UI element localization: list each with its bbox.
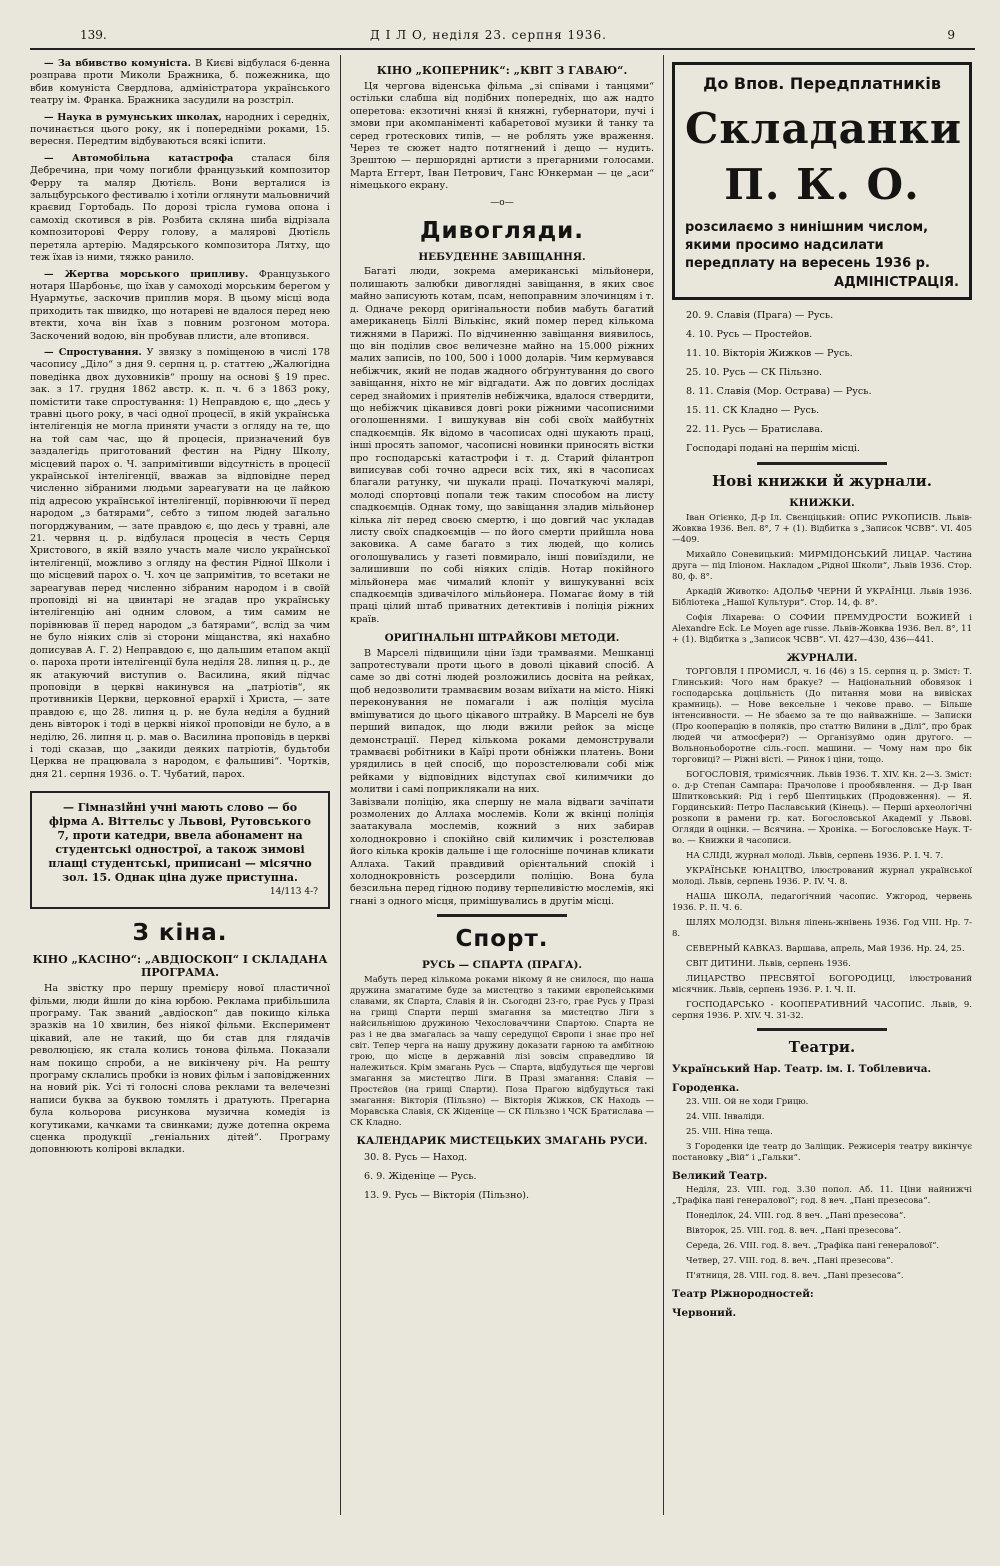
match-item: 4. 10. Русь — Простейов. [686, 329, 813, 341]
theatre-show: П'ятниця, 28. VIII. год. 8. веч. „Пані презесова“. [686, 1271, 904, 1282]
subscription-notice [672, 62, 972, 300]
advertisement-box [30, 791, 330, 909]
book-item: Софія Ліхарева: О СОФИИ ПРЕМУДРОСТИ БОЖИЕЙ і Alexandre Eck. Le Moyen age russe. Львів-Жовква 1936. Вел. 8°, 11 + (1). Відбитка з „Записок ЧСВВ“. VI. 427—430, 436—441. [672, 612, 972, 645]
journal-item: ЛИЦАРСТВО ПРЕСВЯТОЇ БОГОРОДИЦІ, ілюстрований місячник. Львів, серпень 1936. Р. І. Ч. II. [672, 974, 972, 996]
match-item: 25. 10. Русь — СК Пільзно. [686, 367, 823, 379]
curiosities-article-2: В Марселі підвищили ціни їзди трамваями. Мешканці запротестували проти цього в доволі цікавий спосіб. А саме зо дві сотні людей розложились досвіта на рейках, щоб недозволити трамваєвим возам виїхати на місто. Ніякі переконування не помагали і аж поліція мусіла вмішуватися до цього цікавого штрайку. В Марселі не був перший випадок, що люди вжили рейок за місце демонстрації. Перед кількома роками демонстрували трамваєві робітники в Каїрі проти обніжки платень. Вони урядились в цей спосіб, що порозстелювали собі між рейками у відповідних відступах свої килимчики до молитви і самі поприклякали на них. Завізвали поліцію, яка спершу не мала відваги зачіпати розмолених до Аллаха мослемів. Коли ж вкінці поліція заатакувала мослемів, кожний з них забирав холоднокровно і спокійно свій килимчик і розстелював його кілька кроків дальше і ще голосніше починав кликати Аллаха. Такий правдивий орієнтальний спокій і холоднокровність розсердили поліцію. Вона була безсильна перед гідною подиву терпеливістю мослемів, які гнані з одного місця, примішувались в другім місці. [350, 647, 654, 907]
advertisement-ref: 14/113 4-? [269, 887, 318, 898]
notice-body: розсилаємо з нинішним числом, якими просимо надсилати передплату на вересень 1936 р. [685, 220, 930, 271]
notice-signature: АДМІНІСТРАЦІЯ. [834, 275, 959, 290]
cinema-section-title: З кіна. [132, 920, 228, 947]
correction: — Спростування. У звязку з поміщеною в числі 178 часопису „Діло“ з дня 9. серпня ц. р. статтею „Жалюгідна поведінка двох духовників“ прошу на основі § 19 прес. зак. з 17. грудня 1862 австр. к. п. ч. 6 з 1863 року, помістити таке спростування: 1) Неправдою є, що „десь у травні цього року, в часі одної процесії, в якій українська інтелігенція не могла приняти участи з огляду на те, що на той сам час, що й процесія, призначений був заздалегідь приготований фестин на Рідну Школу, місцевий парох о. Ч. запримітивши відсутність в процесії української інтелігенції, вважав за відповідне перед численно зібраними людьми зареагувати на це лайкою під адресою української інтелігенції, порівнюючи її перед народом „з батярами“, себто з типом людей загально погорджуваним, — зате правдою є, що десь у травні, але 21. червня ц. р. відбулася процесія в честь Серця Христового, в якій взяло участь мале число української інтелігенції, можливо з огляду на фестин Рідної Школи і що місцевий парох о. Ч. хоч це запримітив, то всетаки не зареагував перед численно зібраним народом і в своїй проповіді ні на цвинтарі не згадав про українську інтелігенцію ані одним словом, а тим самим не порівнював її перед народом „з батярами“, вслід за чим не було ніяких слів зі сторони міщанства, які нахабно дописував А. Г. 2) Неправдою є, що дальшим етапом акції о. пароха проти інтелігенції була неділя 28. липня ц. р., де як атакуючий виступив о. Василина, який підчас проповіди в церкві накинувся на „патріотів“, як противників Церкви, церковної ерархії і Христа, — зате правдою є, що 28. липня ц. р. не була неділя а будний день вівторок і тоді в церкві ніякої проповіди не було, а в неділю, 26. липня ц. р. мав о. Василина проповідь в церкві і тоді сказав, що „закиди деяких патріотів, будьтоби Церква не працювала з народом, є фальшиві“. Чортків, дня 21. серпня 1936. о. Т. Чубатий, парох. [30, 346, 330, 780]
theatre-heading: Український Нар. Театр. ім. І. Тобілевича. [672, 1063, 932, 1076]
match-item: 11. 10. Вікторія Жижков — Русь. [686, 348, 853, 360]
books-heading: КНИЖКИ. [789, 497, 855, 510]
match-item: 20. 9. Славія (Прага) — Русь. [686, 310, 834, 322]
books-title: Нові книжки й журнали. [712, 472, 932, 491]
curiosities-title: Дивогляди. [419, 218, 584, 245]
calendar-item: 6. 9. Жіденіце — Русь. [364, 1171, 477, 1182]
section-bar [757, 1028, 887, 1031]
page-number: 139. [80, 28, 107, 42]
column-1 [30, 58, 330, 1520]
theatre-title: Театри. [788, 1038, 856, 1057]
kino-heading: КІНО „КОПЕРНИК“: „КВІТ З ГАВАЮ“. [376, 64, 628, 77]
section-bar [757, 462, 887, 465]
news-item: — Наука в румунських школах, народних і середніх, починається цього року, як і попередніми роками, 15. вересня. Передтим відбуваються всякі іспити. [30, 111, 330, 148]
calendar-item: 30. 8. Русь — Наход. [364, 1152, 468, 1163]
journal-item: ТОРГОВЛЯ І ПРОМИСЛ, ч. 16 (46) з 15. серпня ц. р. Зміст: Т. Глинський: Чого нам бракує? — Національний обовязок і господарська доцільність (До питання мови на вивісках крамниць). — Нове вексельне і чекове право. — Більше інтенсивности. — Не збаємо за те що найважніше. — Записки (Про кооперацію в поляків, про статтю Вилини в „Ділі“, про брак людей чи атмосфери?) — Організуймо один другого. — Вольноньоборотне сіль.-госп. машини. — Чому нам про бік торговиці? — Ріжні вісті. — Ринок і ціни, тощо. [672, 667, 972, 766]
calendar-heading: КАЛЕНДАРИК МИСТЕЦЬКИХ ЗМАГАНЬ РУСИ. [356, 1134, 648, 1147]
sport-article: Мабуть перед кількома роками нікому й не снилося, що наша дружина змагатиме буде за мистецтво з такими європейськими славами, як Спарта, Славія й ін. Сьогодні 23-го, грає Русь у Празі на грищі Спарти перші змагання за мистецтво Ліги з найсильнішою дружиною Чехословаччини Спартою. Спарта не раз і не два змагалась за чашу середущої Європи і знає про неї світ. Тепер черга на нашу дружину доказати гарною та амбітною грою, що місце в державній лізі зовсім справедливо їй належиться. Крім змагань Русь — Спарта, відбудуться ще чергові змагання за мистецтво Ліги. В Празі змагання: Славія — Простєйов (на грищі Спарти). Поза Прагою відбудуться такі змагання: Вікторія (Пільзно) — Вікторія Жіжков, СК Находь — Моравська Славія, СК Жіденіце — СК Пільзно і ЧСК Братислава — СК Кладно. [350, 974, 654, 1128]
news-item: — Жертва морського припливу. Французького нотаря Шарбоньє, що їхав у самоході морським берегом у Нуармутьє, заскочив приплив моря. В цьому місці вода приходить так швидко, що нотареві не вдалося перед нею втекти, хоча він їхав з повним розгоном мотора. Заскочений водою, він пробував плисти, але втопився. [30, 268, 330, 342]
calendar-item: 13. 9. Русь — Вікторія (Пільзно). [364, 1190, 530, 1201]
book-item: Михайло Соневицький: МИРМІДОНСЬКИЙ ЛИЦАР. Частина друга — під Іліоном. Накладом „Рідної Школи“, Львів 1936. Стор. 80, ф. 8°. [672, 549, 972, 582]
cinema-article: На звістку про першу премієру нової пластичної фільми, люди йшли до кіна юрбою. Реклама прибільшила програму. Так званий „авдіоскоп“ дав покищо кілька зразків на 10 хвилин, без ніякої фільми. Експеримент цікавий, але не такий, що би став для глядачів революцією, як стала колись тонова фільма. Показали нам покищо спроби, а не викінчену річ. На решту програму склались пробки із нових фільм і заповідженних на новий рік. Усі ті голосні слова реклами та велечезні написи буква за буквою томлять і дратують. Прегарна була кольорова рисункова музична комедія із когутиками, качками та свинками; дуже дотепна окрема сценка продукції „геніальних дітей“. Програму доповнюють колірові вкладки. [30, 983, 330, 1156]
match-item: 8. 11. Славія (Мор. Острава) — Русь. [686, 386, 872, 398]
match-list [672, 308, 972, 456]
theatre-other-2: Червоний. [672, 1306, 737, 1319]
column-3 [672, 58, 972, 1520]
news-item: — Автомобільна катастрофа сталася біля Дебречина, при чому погибли французький композитор Ферру та маляр Дютієль. Вони верталися із зальцбурського фестивалю і хотіли оглянути мальовничий краєвид Гортобадь. По дорозі трісла гумова опона і самохід скотився в рів. Розбита скляна шиба відрізала композиторові Ферру голову, а малярові Дютієль перетяла артерію. Мадярського композитора Лятху, що теж їхав із ними, тяжко ранило. [30, 152, 330, 264]
sport-title: Спорт. [455, 926, 549, 953]
theatre-show: Вівторок, 25. VIII. год. 8. веч. „Пані презесова“. [686, 1226, 902, 1237]
column-divider [340, 55, 341, 1515]
theatre-show: 23. VIII. Ой не ходи Грицю. [686, 1097, 809, 1108]
match-item: 15. 11. СК Кладно — Русь. [686, 405, 820, 417]
theatre-show: Неділя, 23. VIII. год. 3.30 попол. Аб. 11. Ціни найнижчі „Трафіка пані генералової“; год. 8 веч. „Пані презесова“. [672, 1185, 972, 1207]
journal-item: БОГОСЛОВІЯ, тримісячник. Львів 1936. Т. XIV. Кн. 2—3. Зміст: о. д-р Степан Сампара: Прачолове і прообявлення. — Д-р Іван Шпитковський: Рід і герб Шептицьких (Продовження). — Я. Гординський: Петро Паславський (Кінець). — Перші археологічні розкопи в рамени гр. кат. Богословської Академії у Львові. Огляди й оцінки. — Всячина. — Хроніка. — Богословське Наук. Т-во. — Книжки й часописи. [672, 770, 972, 847]
news-item: — За вбивство комуніста. В Києві відбулася 6-денна розправа проти Миколи Бражника, б. пожежника, що вбив комуніста Свердлова, адміністратора українського театру ім. Франка. Бражника засудили на розстріл. [30, 58, 330, 107]
theatre-show: 25. VIII. Ніна теща. [686, 1127, 773, 1138]
curiosities-heading-1: НЕБУДЕННЕ ЗАВІЩАННЯ. [418, 251, 586, 264]
kino-article: Ця чергова віденська фільма „зі співами і танцями“ остільки слабша від подібних попередніх, що аж надто оперетова: екзотичні князі й княжні, губернатори, пучі і змови при акомпаніменті кабаретової музики й танку та серед гротескових типів, — не роблять уже враження. Через те сюжет надто потягнений і дещо — нудить. Зрештою — першорядні артисти з прегарними голосами. Марта Еггерт, Іван Петрович, Ганс Юнкерман — це „аси“ німецького екрану. [350, 81, 654, 192]
cinema-heading: КІНО „КАСІНО“: „АВДІОСКОП“ І СКЛАДАНА ПРОГРАМА. [32, 953, 328, 980]
theatre-section [672, 1037, 972, 1319]
journal-item: ШЛЯХ МОЛОДЗІ. Вільня ліпень-жнівень 1936. Год VIII. Нр. 7-8. [672, 918, 972, 940]
theatre-show: Середа, 26. VIII. год. 8. веч. „Трафіка пані генералової“. [686, 1241, 940, 1252]
book-item: Іван Огієнко, Д-р Іл. Свєнціцький: ОПИС РУКОПИСІВ. Львів-Жовква 1936. Вел. 8°, 7 + (1). Відбитка з „Записок ЧСВВ“. VI. 405—409. [672, 512, 972, 545]
match-item: 22. 11. Русь — Братислава. [686, 424, 823, 436]
notice-title: Складанки П. К. О. [685, 104, 963, 209]
advertisement-text: — Гімназійні учні мають слово — бо фірма А. Віттельс у Львові, Рутовського 7, проти катедри, ввела абонамент на студентські однострої, а також зимові плащі студентські, приписані — місячно зол. 15. Однак ціна дуже приступна. [48, 801, 312, 885]
separator: —о— [490, 197, 514, 208]
section-bar [437, 914, 567, 917]
calendar-list [350, 1150, 654, 1203]
curiosities-heading-2: ОРИҐІНАЛЬНІ ШТРАЙКОВІ МЕТОДИ. [384, 632, 620, 645]
theatre-show: 24. VIII. Інваліди. [686, 1112, 765, 1123]
top-rule [30, 48, 975, 50]
journal-item: НАША ШКОЛА, педагогічний часопис. Ужгород, червень 1936. Р. II. Ч. 6. [672, 892, 972, 914]
book-item: Аркадій Животко: АДОЛЬФ ЧЕРНИ Й УКРАЇНЦІ. Львів 1936. Бібліотека „Нашої Культури“. Стор. 14, ф. 8°. [672, 586, 972, 608]
side-number: 9 [947, 28, 955, 42]
journal-item: ГОСПОДАРСЬКО - КООПЕРАТИВНИЙ ЧАСОПИС. Львів, 9. серпня 1936. Р. XIV. Ч. 31-32. [672, 1000, 972, 1022]
theatre-show: Понеділок, 24. VIII. год. 8 веч. „Пані презесова“. [686, 1211, 906, 1222]
column-divider [663, 55, 664, 1515]
theatre-city: Великий Театр. [672, 1170, 768, 1183]
notice-heading: До Впов. Передплатників [703, 74, 941, 93]
theatre-city: Городенка. [672, 1081, 740, 1094]
masthead [70, 24, 975, 46]
sport-heading: РУСЬ — СПАРТА (ПРАГА). [421, 959, 583, 972]
theatre-note: З Городенки іде театр до Заліщик. Режисерія театру викінчує постановку „Вій“ і „Гальки“. [672, 1142, 972, 1164]
journal-item: СЕВЕРНЫЙ КАВКАЗ. Варшава, апрель, Май 1936. Нр. 24, 25. [686, 944, 965, 955]
journal-item: НА СЛІДІ, журнал молоді. Львів, серпень 1936. Р. І. Ч. 7. [686, 851, 944, 862]
journal-item: СВІТ ДИТИНИ. Львів, серпень 1936. [686, 959, 851, 970]
theatre-other: Театр Ріжнородностей: [672, 1288, 814, 1301]
column-2 [350, 58, 654, 1520]
match-note: Господарі подані на першім місці. [686, 443, 860, 455]
curiosities-article-1: Багаті люди, зокрема американські мільйонери, полишають залюбки дивоглядні завіщання, в яких своє майно записують котам, псам, непоправним злочинцям і т. д. Одначе рекорд оригінальности побив мабуть багатий американець Біллі Вількінс, який помер перед кількома тижнями в Парижі. По відчиненню завіщання виявилось, що він поділив своє величезне майно на 15.000 ріжних малих записів, по 100, 500 і 1000 доларів. Чим кермувався небіжчик, який не подав жадного обґрунтування до свого завіщання, ніхто не міг відгадати. Аж по довгих дослідах серед знайомих і приятелів небіжчика, вдалося ствердити, що небіжчик цікавився довгі роки ріжними часописними оголошеннями. І вишукував він собі своїх майбутніх спадкоємців. Як відомо в часописах одні шукають праці, інші просять запомог, часописні новинки приносять вістки про господарські катастрофи і т. д. Старий філантроп виписував собі точно адреси всіх тих, які в часописах благали ратунку, чи шукали праці. Початкуючі малярі, молоді спортовці попали теж таким способом на листу спадкоємців. Однак тому, що завіщання зладив мільйонер кілька літ перед своєю смертю, і що довгий час укладав листу своїх спадкоємців — по його смерти прийшла нова заковика. А саме багато з тих людей, що колись оголошувались у газеті повмирало, інші повиїздили, не залишивши по собі ніяких слідів. Нотар покійного мільйонера має чималий клопіт у вишукуванні всіх спадкоємців здивачілого мільйонера. Помагає йому в тій праці цілий штаб приватних детективів і поліція ріжних країв. [350, 266, 654, 625]
journal-item: УКРАЇНСЬКЕ ЮНАЦТВО, ілюстрований журнал української молоді. Львів, серпень 1936. Р. IV. Ч. 8. [672, 866, 972, 888]
theatre-show: Четвер, 27. VIII. год. 8. веч. „Пані презесова“. [686, 1256, 894, 1267]
journals-heading: ЖУРНАЛИ. [786, 651, 858, 664]
newspaper-title: Д І Л О, неділя 23. серпня 1936. [370, 28, 607, 42]
